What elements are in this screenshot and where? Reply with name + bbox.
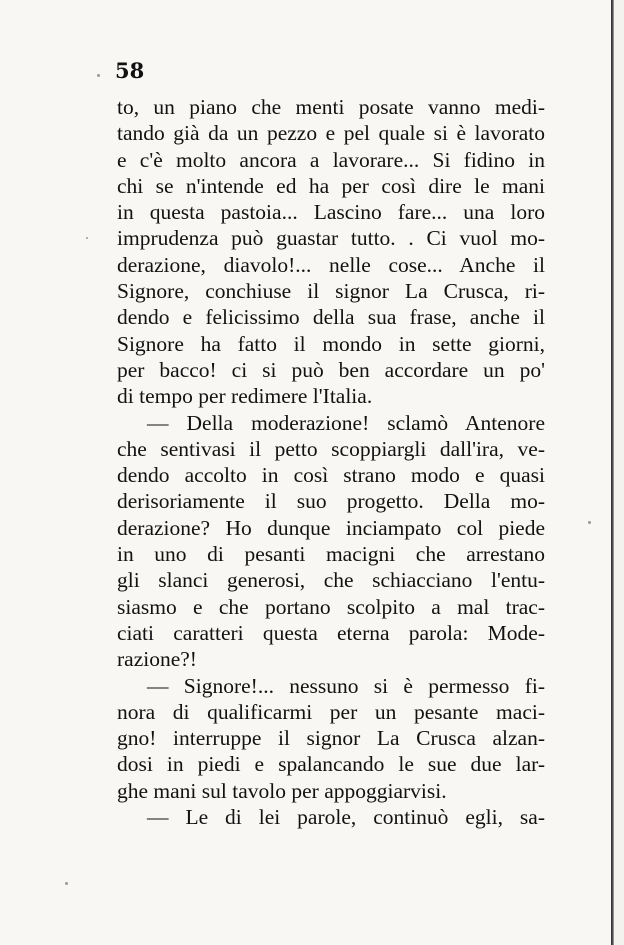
text-line: dendo accolto in così strano modo e quasi [117,463,545,488]
paper-speck [97,74,100,77]
text-line: tando già da un pezzo e pel quale si è lavorato [117,121,545,146]
text-line: in questa pastoia... Lascino fare... una loro [117,200,545,225]
text-line: che sentivasi il petto scoppiargli dall'ira, ve- [117,436,545,461]
text-line: chi se n'intende ed ha per così dire le mani [117,173,545,198]
text-line: Signore ha fatto il mondo in sette giorni, [117,331,545,356]
text-line: gli slanci generosi, che schiacciano l'entu- [117,568,545,593]
text-line: razione?! [117,647,197,672]
text-line: derazione? Ho dunque inciampato col piede [117,515,545,540]
text-line: nora di qualificarmi per un pesante maci- [117,699,545,724]
paper-speck [588,521,591,524]
paper-speck [65,882,68,885]
text-line: gno! interruppe il signor La Crusca alzan- [117,726,545,751]
text-line: to, un piano che menti posate vanno medi- [117,95,545,119]
text-line: ghe mani sul tavolo per appoggiarvisi. [117,778,447,803]
text-line: dosi in piedi e spalancando le sue due lar- [117,752,545,777]
paper-speck [86,237,88,239]
text-line: dendo e felicissimo della sua frase, anche il [117,305,545,330]
text-line: — Signore!... nessuno si è permesso fi- [147,673,545,698]
text-line: siasmo e che portano scolpito a mal trac- [117,594,545,619]
text-line: ciati caratteri questa eterna parola: Mode- [117,620,545,645]
page-number: 58 [115,58,145,83]
text-line: — Della moderazione! sclamò Antenore [147,410,545,435]
text-line: in uno di pesanti macigni che arrestano [117,542,545,567]
text-line: per bacco! ci si può ben accordare un po' [117,357,545,382]
page-edge-shadow [614,0,624,945]
body-text [117,94,545,830]
text-line: imprudenza può guastar tutto. . Ci vuol mo- [117,226,545,251]
text-line: derisoriamente il suo progetto. Della mo- [117,489,545,514]
text-line: di tempo per redimere l'Italia. [117,384,373,409]
page-edge-line [611,0,614,945]
text-line: Signore, conchiuse il signor La Crusca, ri- [117,279,545,304]
text-line: e c'è molto ancora a lavorare... Si fidino in [117,147,545,172]
text-line: derazione, diavolo!... nelle cose... Anche il [117,252,545,277]
text-line: — Le di lei parole, continuò egli, sa- [147,805,545,830]
